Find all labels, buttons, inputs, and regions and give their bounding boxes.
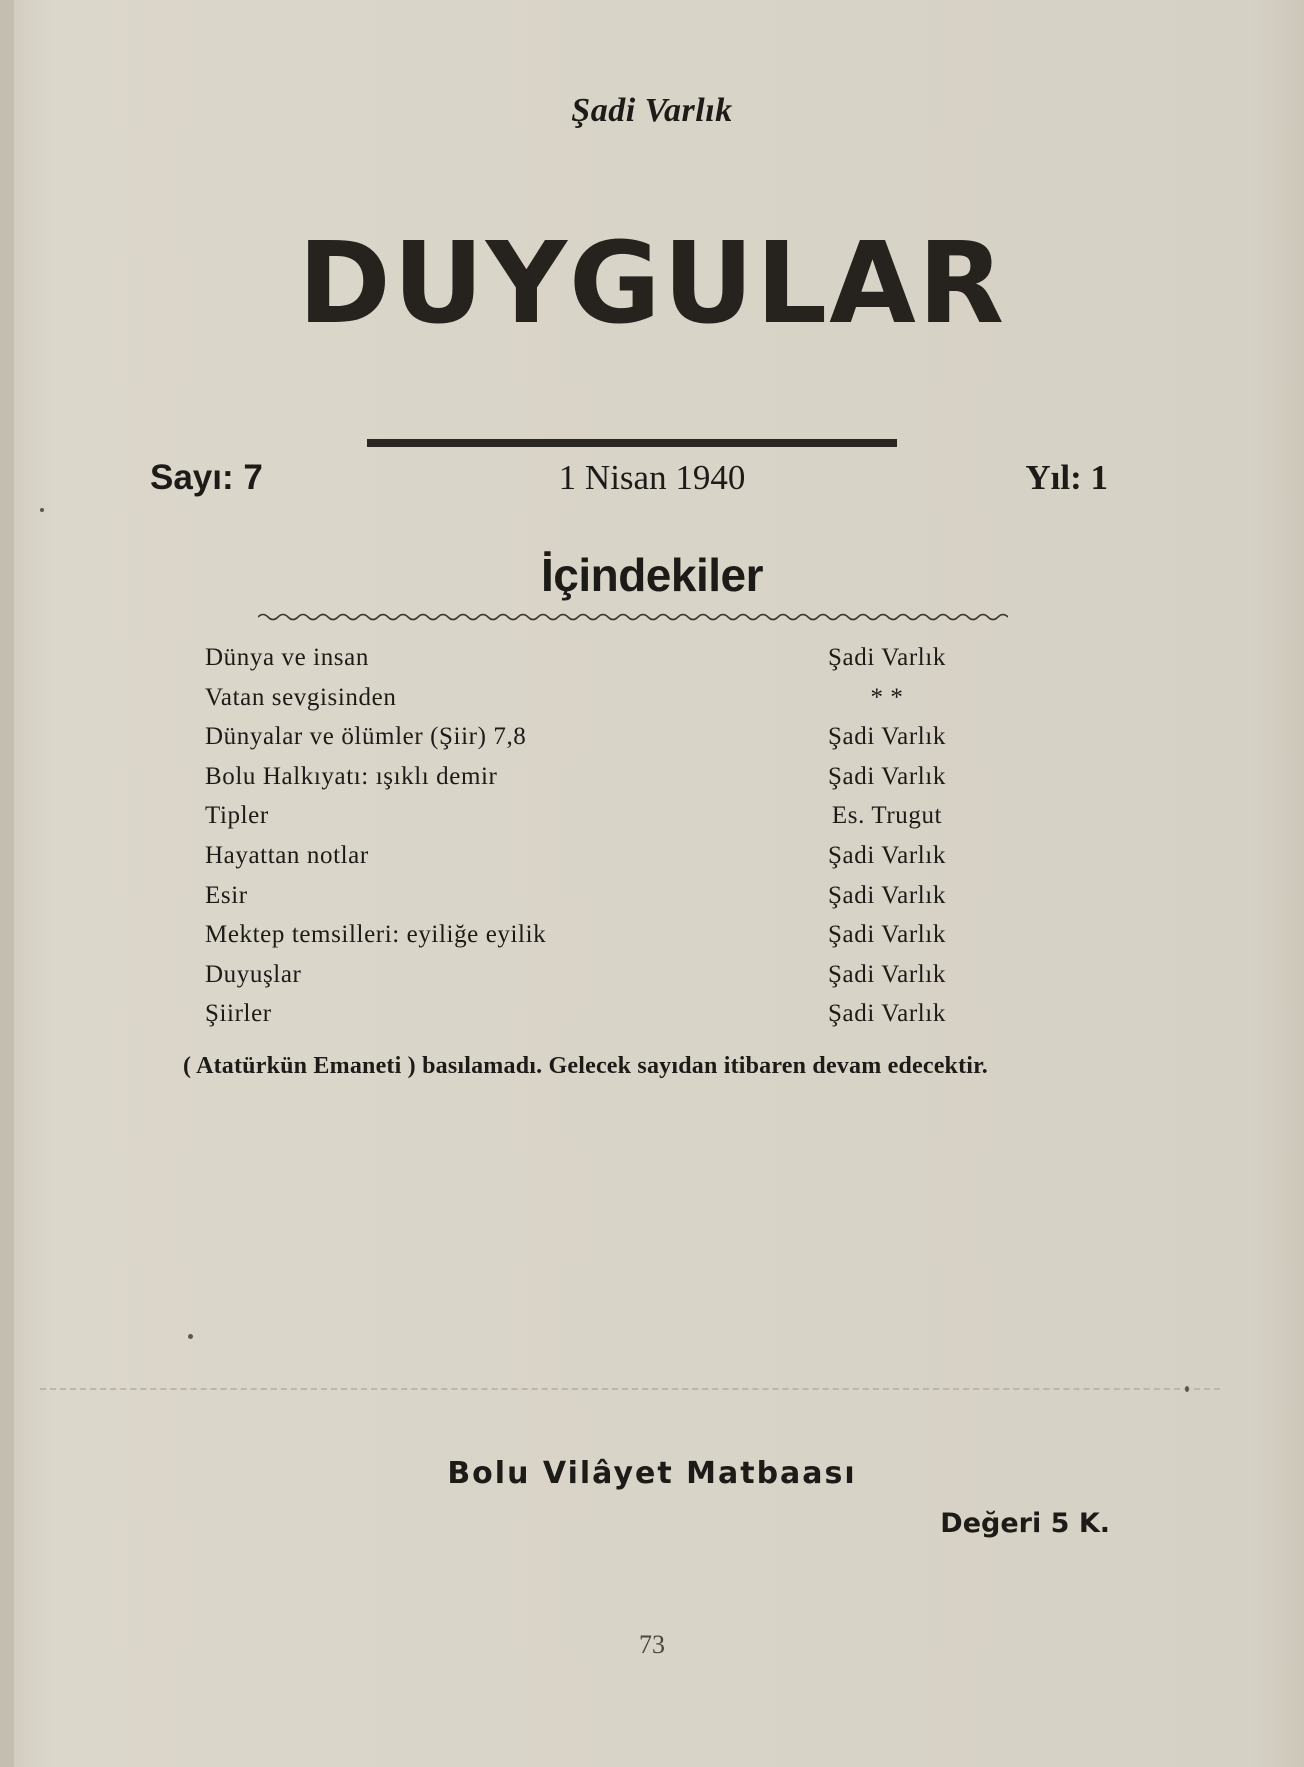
toc-item-title: Tipler xyxy=(205,802,269,830)
toc-row xyxy=(205,680,945,720)
toc-item-author: Şadi Varlık xyxy=(828,1000,946,1028)
issue-year: Yıl: 1 xyxy=(1025,458,1108,497)
toc-row xyxy=(205,878,945,918)
toc-item-author: Şadi Varlık xyxy=(828,762,946,790)
toc-item-title: Esir xyxy=(205,881,248,909)
toc-item-title: Vatan sevgisinden xyxy=(205,683,397,711)
magazine-title: DUYGULAR xyxy=(297,219,1007,349)
toc-row xyxy=(205,838,945,878)
paper-speck xyxy=(40,508,44,512)
paper-speck xyxy=(188,1334,193,1339)
toc-row xyxy=(205,719,945,759)
price: Değeri 5 K. xyxy=(940,1508,1110,1539)
toc-row xyxy=(205,996,945,1036)
toc-item-title: Bolu Halkıyatı: ışıklı demir xyxy=(205,762,498,790)
toc-heading: İçindekiler xyxy=(540,549,764,601)
issue-number: Sayı: 7 xyxy=(150,458,263,497)
toc-item-title: Duyuşlar xyxy=(205,960,302,988)
page-number: 73 xyxy=(639,1630,665,1659)
toc-item-author: Şadi Varlık xyxy=(828,921,946,949)
toc-item-author: Şadi Varlık xyxy=(828,723,946,751)
toc-row xyxy=(205,957,945,997)
toc-item-author: * * xyxy=(870,683,904,711)
publication-note: ( Atatürkün Emaneti ) basılamadı. Gelecek sayıdan itibaren devam edecektir. xyxy=(183,1053,989,1079)
paper-speck xyxy=(1185,1386,1189,1392)
toc-item-author: Şadi Varlık xyxy=(828,881,946,909)
dotted-divider xyxy=(40,1388,1220,1390)
toc-item-title: Mektep temsilleri: eyiliğe eyilik xyxy=(205,921,547,949)
header-author: Şadi Varlık xyxy=(571,92,733,129)
toc-item-author: Şadi Varlık xyxy=(828,841,946,869)
toc-item-author: Es. Trugut xyxy=(831,802,943,830)
wavy-divider xyxy=(258,610,1008,624)
toc-row xyxy=(205,759,945,799)
toc-row xyxy=(205,640,945,680)
toc-list xyxy=(205,640,945,1036)
toc-item-author: Şadi Varlık xyxy=(828,644,946,671)
toc-item-title: Şiirler xyxy=(205,1000,272,1028)
issue-date: 1 Nisan 1940 xyxy=(558,458,746,497)
toc-item-title: Dünyalar ve ölümler (Şiir) 7,8 xyxy=(205,723,527,751)
header-rule xyxy=(367,439,897,447)
toc-item-title: Dünya ve insan xyxy=(205,644,369,671)
toc-item-author: Şadi Varlık xyxy=(828,960,946,988)
toc-row xyxy=(205,917,945,957)
toc-item-title: Hayattan notlar xyxy=(205,841,369,869)
printer-name: Bolu Vilâyet Matbaası xyxy=(447,1456,857,1491)
toc-row xyxy=(205,798,945,838)
